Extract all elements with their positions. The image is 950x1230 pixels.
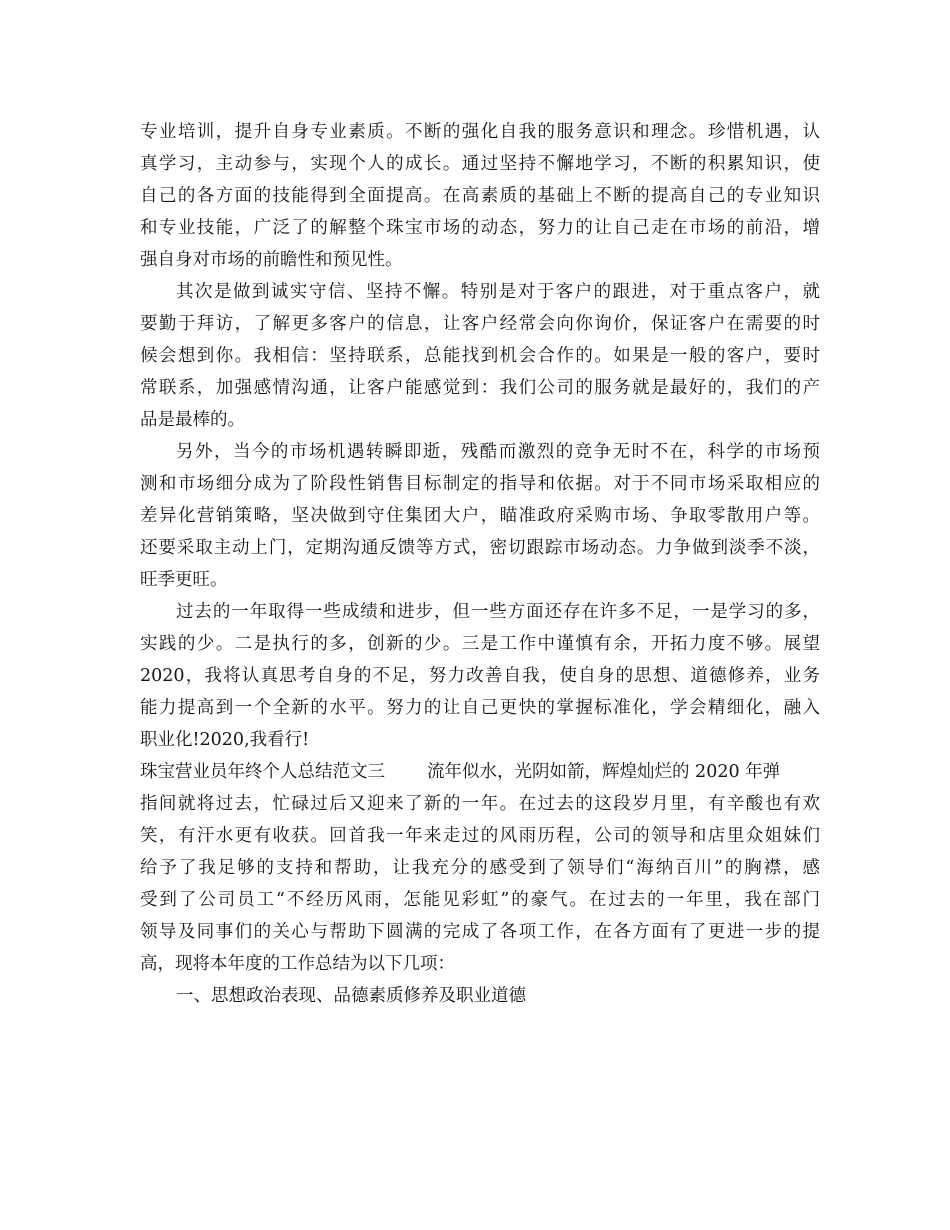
- text-line: 专业培训，提升自身专业素质。不断的强化自我的服务意识和理念。珍惜机遇，认: [140, 122, 820, 142]
- text-line: 高，现将本年度的工作总结为以下几项：: [140, 954, 455, 974]
- text-line: 候会想到你。我相信：坚持联系，总能找到机会合作的。如果是一般的客户，要时: [140, 346, 820, 366]
- text-line: 旺季更旺。: [140, 570, 228, 590]
- text-line: 给予了我足够的支持和帮助，让我充分的感受到了领导们“海纳百川”的胸襟，感: [140, 858, 820, 878]
- text-line: 差异化营销策略，坚决做到守住集团大户，瞄准政府采购市场、争取零散用户等。: [140, 506, 820, 526]
- text-line: 强自身对市场的前瞻性和预见性。: [140, 250, 403, 270]
- text-line: 真学习，主动参与，实现个人的成长。通过坚持不懈地学习，不断的积累知识，使: [140, 154, 820, 174]
- subheading-line: 一、思想政治表现、品德素质修养及职业道德: [176, 986, 526, 1006]
- text-line: 要勤于拜访，了解更多客户的信息，让客户经常会向你询价，保证客户在需要的时: [140, 314, 820, 334]
- text-line: 指间就将过去，忙碌过后又迎来了新的一年。在过去的这段岁月里，有辛酸也有欢: [140, 794, 820, 814]
- text-line: 职业化!2020,我看行!: [140, 730, 310, 750]
- text-line: 实践的少。二是执行的多，创新的少。三是工作中谨慎有余，开拓力度不够。展望: [140, 634, 820, 654]
- text-line: 领导及同事们的关心与帮助下圆满的完成了各项工作，在各方面有了更进一步的提: [140, 922, 820, 942]
- text-line: 常联系，加强感情沟通，让客户能感觉到：我们公司的服务就是最好的，我们的产: [140, 378, 820, 398]
- text-line: 笑，有汗水更有收获。回首我一年来走过的风雨历程，公司的领导和店里众姐妹们: [140, 826, 820, 846]
- text-line: 和专业技能，广泛了的解整个珠宝市场的动态，努力的让自己走在市场的前沿，增: [140, 218, 820, 238]
- text-line: 测和市场细分成为了阶段性销售目标制定的指导和依据。对于不同市场采取相应的: [140, 474, 820, 494]
- text-line: 2020，我将认真思考自身的不足，努力改善自我，使自身的思想、道德修养，业务: [140, 666, 820, 686]
- text-line: 其次是做到诚实守信、坚持不懈。特别是对于客户的跟进，对于重点客户，就: [176, 282, 820, 302]
- text-line: 还要采取主动上门，定期沟通反馈等方式，密切跟踪市场动态。力争做到淡季不淡，: [140, 538, 820, 558]
- heading-line: [140, 760, 820, 784]
- text-line: 受到了公司员工“不经历风雨，怎能见彩虹”的豪气。在过去的一年里，我在部门: [140, 890, 820, 910]
- text-line: 另外，当今的市场机遇转瞬即逝，残酷而激烈的竞争无时不在，科学的市场预: [176, 442, 820, 462]
- text-line-lead: 流年似水，光阴如箭，辉煌灿烂的 2020 年弹: [427, 762, 781, 782]
- section-heading: 珠宝营业员年终个人总结范文三: [140, 762, 385, 782]
- text-line: 自己的各方面的技能得到全面提高。在高素质的基础上不断的提高自己的专业知识: [140, 186, 820, 206]
- text-line: 能力提高到一个全新的水平。努力的让自己更快的掌握标准化，学会精细化，融入: [140, 698, 820, 718]
- text-line: 过去的一年取得一些成绩和进步，但一些方面还存在许多不足，一是学习的多，: [176, 602, 820, 622]
- text-line: 品是最棒的。: [140, 410, 245, 430]
